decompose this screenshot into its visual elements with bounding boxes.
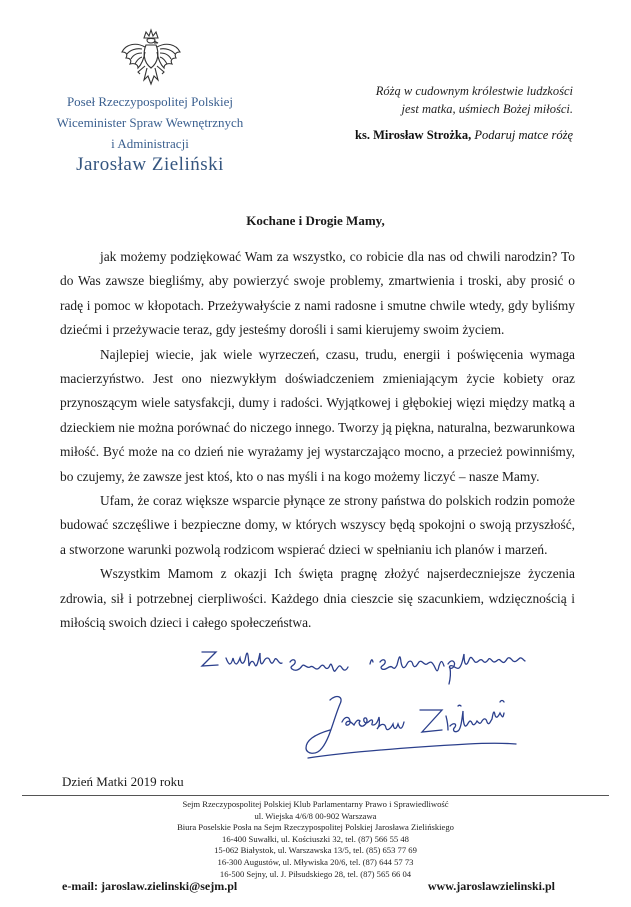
footer-divider bbox=[22, 795, 609, 796]
footer-line-3: Biura Poselskie Posła na Sejm Rzeczypospolitej Polskiej Jarosława Zielińskiego bbox=[177, 822, 454, 833]
header-title-line-2: Wiceminister Spraw Wewnętrznych bbox=[56, 115, 244, 130]
letter-date: Dzień Matki 2019 roku bbox=[62, 774, 184, 789]
quote-line-2: jest matka, uśmiech Bożej miłości. bbox=[401, 102, 573, 116]
letter-greeting: Kochane i Drogie Mamy, bbox=[246, 213, 385, 228]
footer-line-5: 15-062 Białystok, ul. Warszawska 13/5, tel. (85) 653 77 69 bbox=[214, 845, 417, 856]
header-name: Jarosław Zieliński bbox=[76, 154, 224, 175]
letter-paragraph-3: Ufam, że coraz większe wsparcie płynące ze strony państwa do polskich rodzin pomoże budować szczęśliwe i bezpieczne domy, w których wszyscy będą spokojni o swoją przyszłość, a stworzone warunki pozwolą rodzicom wspierać dzieci w spełnianiu ich planów i marzeń. bbox=[60, 493, 575, 557]
letter-paragraph-2: Najlepiej wiecie, jak wiele wyrzeczeń, czasu, trudu, energii i poświęcenia wymaga macierzyństwo. Jest ono niezwykłym doświadczeniem zmieniającym życie kobiety oraz przynoszącym wiele satysfakcji, dumy i radości. Wyjątkowej i głębokiej więzi między matką a dzieckiem nie można porównać do niczego innego. Tworzy ją piękna, naturalna, bezwarunkowa miłość. Być może na co dzień nie wyrażamy jej wystarczająco mocno, a przecież powinniśmy, bo czujemy, że zawsze jest ktoś, kto o nas myśli i na kogo możemy liczyć – nasze Mamy. bbox=[60, 346, 575, 484]
polish-eagle-emblem bbox=[116, 28, 186, 90]
letter-paragraph-4: Wszystkim Mamom z okazji Ich święta pragnę złożyć najserdeczniejsze życzenia zdrowia, sił i potrzebnej cierpliwości. Każdego dnia cieszcie się szacunkiem, wdzięcznością i miłością swoich dzieci i całego społeczeństwa. bbox=[60, 566, 575, 631]
quote-author: ks. Mirosław Strożka, bbox=[355, 128, 472, 142]
quote-line-1: Różą w cudownym królestwie ludzkości bbox=[375, 84, 573, 98]
header-title-line-1: Poseł Rzeczypospolitej Polskiej bbox=[66, 94, 234, 109]
footer-line-7: 16-500 Sejny, ul. J. Piłsudskiego 28, tel. (87) 565 66 04 bbox=[219, 868, 412, 879]
handwritten-signature bbox=[180, 640, 580, 775]
footer-line-4: 16-400 Suwałki, ul. Kościuszki 32, tel. (87) 566 55 48 bbox=[222, 833, 409, 844]
quote-attribution bbox=[355, 128, 573, 143]
footer-email[interactable]: e-mail: jaroslaw.zielinski@sejm.pl bbox=[62, 879, 238, 893]
footer-website[interactable]: www.jaroslawzielinski.pl bbox=[427, 879, 555, 893]
footer-line-1: Sejm Rzeczypospolitej Polskiej Klub Parlamentarny Prawo i Sprawiedliwość bbox=[182, 799, 449, 809]
quote-work: Podaruj matce różę bbox=[474, 128, 573, 142]
header-title-line-3: i Administracji bbox=[111, 136, 189, 151]
footer-line-2: ul. Wiejska 4/6/8 00-902 Warszawa bbox=[254, 810, 377, 821]
letter-body bbox=[60, 245, 575, 636]
footer-address-block bbox=[0, 799, 631, 880]
letter-paragraph-1: jak możemy podziękować Wam za wszystko, co robicie dla nas od chwili narodzin? To do Was zawsze biegliśmy, aby powierzyć swoje problemy, zmartwienia i troski, aby prosić o radę i pomoc w kłopotach. Przeżywałyście z nami radosne i smutne chwile wtedy, gdy byliśmy dziećmi i przeżywacie teraz, gdy jesteśmy dorośli i sami kierujemy swoim życiem. bbox=[60, 249, 575, 338]
footer-line-6: 16-300 Augustów, ul. Mływiska 20/6, tel. (87) 644 57 73 bbox=[217, 856, 414, 867]
